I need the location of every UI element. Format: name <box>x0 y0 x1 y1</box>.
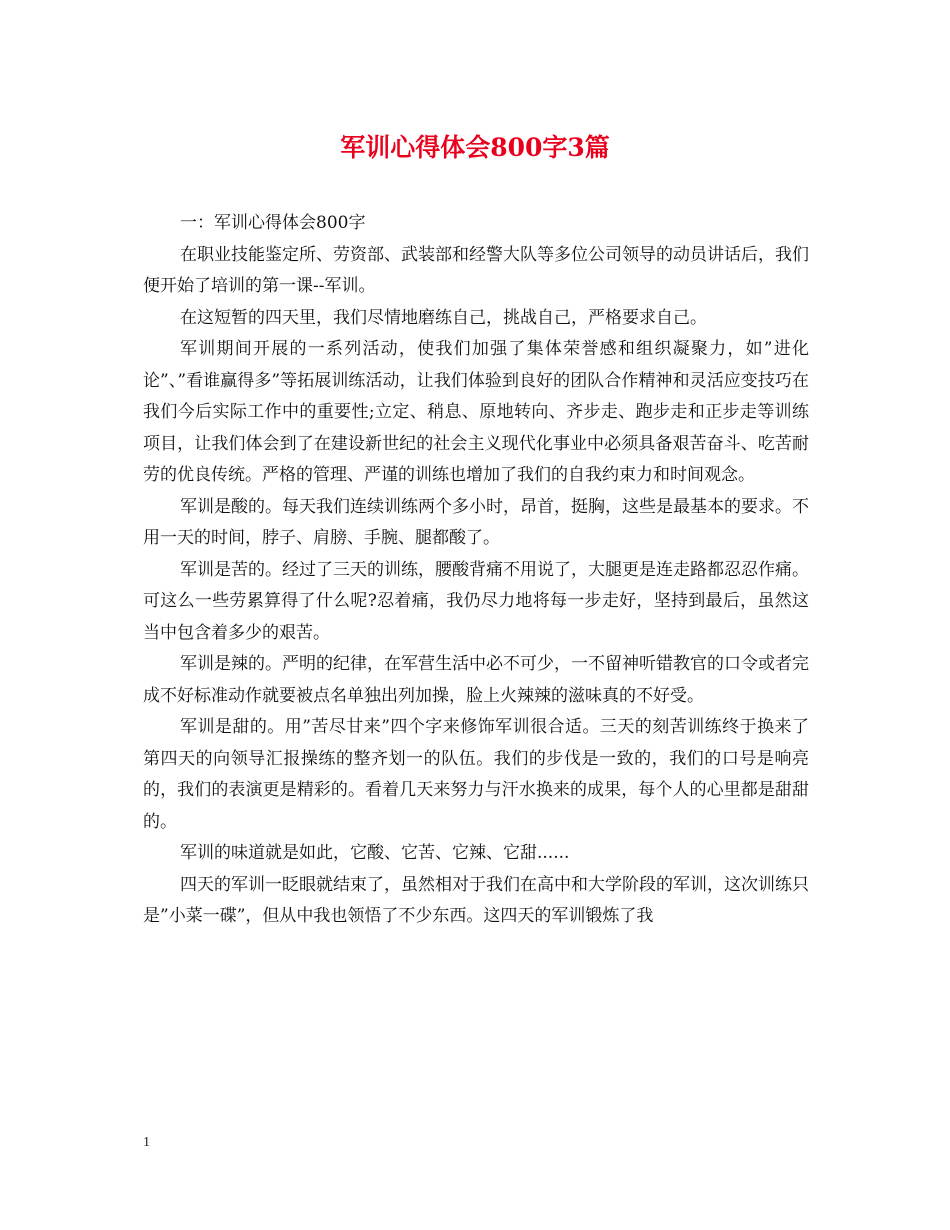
paragraph: 四天的军训一眨眼就结束了，虽然相对于我们在高中和大学阶段的军训，这次训练只是”小菜一碟”，但从中我也领悟了不少东西。这四天的军训锻炼了我 <box>143 874 809 926</box>
page-number: 1 <box>143 1135 150 1150</box>
paragraph: 军训是苦的。经过了三天的训练，腰酸背痛不用说了，大腿更是连走路都忍忍作痛。可这么一些劳累算得了什么呢?忍着痛，我仍尽力地将每一步走好，坚持到最后，虽然这当中包含着多少的艰苦。 <box>143 559 809 643</box>
paragraph: 军训是辣的。严明的纪律，在军营生活中必不可少，一不留神听错教官的口令或者完成不好标准动作就要被点名单独出列加操，脸上火辣辣的滋味真的不好受。 <box>143 654 809 706</box>
paragraph: 在职业技能鉴定所、劳资部、武装部和经警大队等多位公司领导的动员讲话后，我们便开始了培训的第一课--军训。 <box>143 244 809 296</box>
paragraph: 军训是甜的。用”苦尽甘来”四个字来修饰军训很合适。三天的刻苦训练终于换来了第四天的向领导汇报操练的整齐划一的队伍。我们的步伐是一致的，我们的口号是响亮的，我们的表演更是精彩的。看着几天来努力与汗水换来的成果，每个人的心里都是甜甜的。 <box>143 717 809 832</box>
document-body <box>143 208 809 933</box>
paragraph: 军训是酸的。每天我们连续训练两个多小时，昂首，挺胸，这些是最基本的要求。不用一天的时间，脖子、肩膀、手腕、腿都酸了。 <box>143 496 809 548</box>
document-title: 军训心得体会800字3篇 <box>340 133 610 162</box>
section-heading: 一：军训心得体会800字 <box>180 213 366 233</box>
paragraph: 军训期间开展的一系列活动，使我们加强了集体荣誉感和组织凝聚力，如”进化论”、”看谁赢得多”等拓展训练活动，让我们体验到良好的团队合作精神和灵活应变技巧在我们今后实际工作中的重要性;立定、稍息、原地转向、齐步走、跑步走和正步走等训练项目，让我们体会到了在建设新世纪的社会主义现代化事业中必须具备艰苦奋斗、吃苦耐劳的优良传统。严格的管理、严谨的训练也增加了我们的自我约束力和时间观念。 <box>143 339 809 485</box>
paragraph: 军训的味道就是如此，它酸、它苦、它辣、它甜...... <box>180 843 570 863</box>
paragraph: 在这短暂的四天里，我们尽情地磨练自己，挑战自己，严格要求自己。 <box>180 307 707 328</box>
